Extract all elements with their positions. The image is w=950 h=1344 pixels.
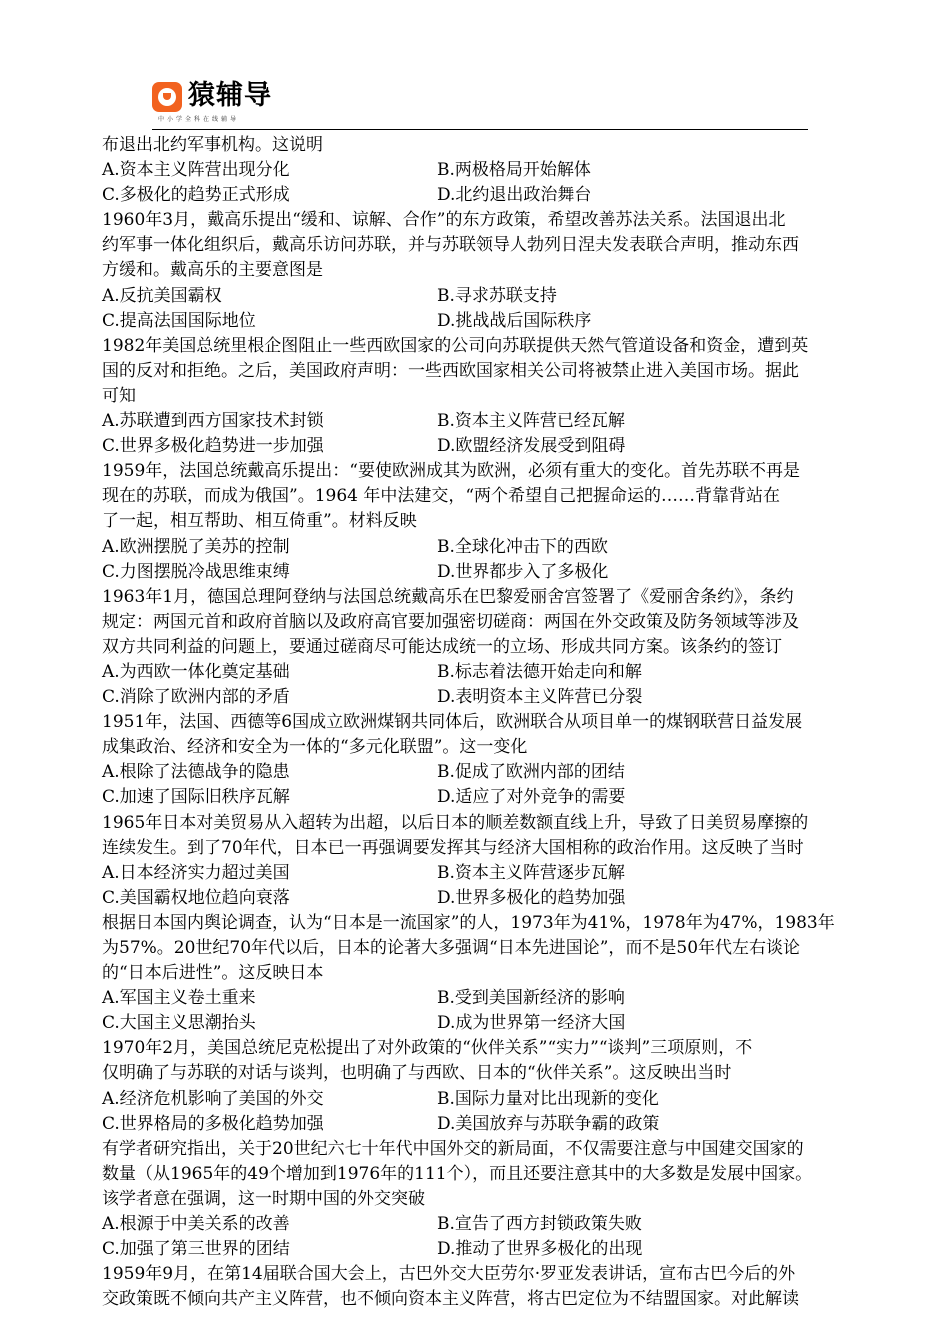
question-text-line: 1963年1月，德国总理阿登纳与法国总统戴高乐在巴黎爱丽舍宫签署了《爱丽舍条约》，条约: [102, 586, 794, 607]
answer-option: C.力图摆脱冷战思维束缚: [102, 561, 290, 582]
question-text-line: 1959年，法国总统戴高乐提出：“要使欧洲成其为欧洲，必须有重大的变化。首先苏联不再是: [102, 461, 800, 482]
answer-option: D.欧盟经济发展受到阻碍: [437, 436, 626, 457]
question-text-line: 1970年2月，美国总统尼克松提出了对外政策的“伙伴关系”“实力”“谈判”三项原则，不: [102, 1038, 753, 1059]
answer-option: D.世界都步入了多极化: [437, 561, 609, 582]
question-text-line: 1982年美国总统里根企图阻止一些西欧国家的公司向苏联提供天然气管道设备和资金，遭到英: [102, 335, 809, 356]
question-text-line: 现在的苏联，而成为俄国”。1964 年中法建交，“两个希望自己把握命运的……背靠背站在: [102, 486, 781, 507]
answer-option: C.消除了欧洲内部的矛盾: [102, 687, 290, 708]
answer-option: C.大国主义思潮抬头: [102, 1013, 256, 1034]
option-row: [102, 886, 892, 911]
option-row: [102, 409, 892, 434]
answer-option: D.北约退出政治舞台: [437, 185, 592, 206]
answer-option: B.全球化冲击下的西欧: [437, 536, 608, 557]
answer-option: A.欧洲摆脱了美苏的控制: [102, 536, 290, 557]
header-divider: [152, 129, 808, 130]
question-text-line: 1951年，法国、西德等6国成立欧洲煤钢共同体后，欧洲联合从项目单一的煤钢联营日益发展: [102, 712, 803, 733]
answer-option: A.军国主义卷土重来: [102, 988, 256, 1009]
question-text-line: 连续发生。到了70年代，日本已一再强调要发挥其与经济大国相称的政治作用。这反映了当时: [102, 837, 804, 858]
option-row: [102, 284, 892, 309]
answer-option: B.宣告了西方封锁政策失败: [437, 1214, 642, 1235]
answer-option: D.表明资本主义阵营已分裂: [437, 687, 643, 708]
option-row: [102, 434, 892, 459]
question-text-line: 为57%。20世纪70年代以后，日本的论著大多强调“日本先进国论”，而不是50年代左右谈论: [102, 938, 801, 958]
answer-option: A.根源于中美关系的改善: [102, 1214, 290, 1235]
question-text-line: 方缓和。戴高乐的主要意图是: [102, 260, 323, 281]
answer-option: D.世界多极化的趋势加强: [437, 887, 626, 908]
option-row: [102, 986, 892, 1011]
answer-option: C.加速了国际旧秩序瓦解: [102, 787, 290, 808]
answer-option: D.适应了对外竞争的需要: [437, 787, 626, 808]
answer-option: D.成为世界第一经济大国: [437, 1013, 626, 1034]
question-text-line: 有学者研究指出，关于20世纪六七十年代中国外交的新局面，不仅需要注意与中国建交国家的: [102, 1138, 804, 1159]
question-text-line: 成集政治、经济和安全为一体的“多元化联盟”。这一变化: [102, 737, 528, 758]
answer-option: A.日本经济实力超过美国: [102, 862, 290, 883]
option-row: [102, 760, 892, 785]
option-row: [102, 660, 892, 685]
question-text-line: 了一起，相互帮助、相互倚重”。材料反映: [102, 511, 417, 532]
question-text-line: 1965年日本对美贸易从入超转为出超，以后日本的顺差数额直线上升，导致了日美贸易摩擦的: [102, 812, 809, 833]
option-row: [102, 685, 892, 710]
question-text-line: 约军事一体化组织后，戴高乐访问苏联，并与苏联领导人勃列日涅夫发表联合声明，推动东西: [102, 235, 799, 256]
answer-option: B.国际力量对比出现新的变化: [437, 1088, 659, 1109]
question-text-line: 规定：两国元首和政府首脑以及政府高官要加强密切磋商：两国在外交政策及防务领域等涉及: [102, 611, 799, 632]
question-text-line: 1959年9月，在第14届联合国大会上，古巴外交大臣劳尔·罗亚发表讲话，宣布古巴今后的外: [102, 1264, 796, 1285]
question-list: [102, 133, 892, 1312]
answer-option: A.反抗美国霸权: [102, 285, 222, 306]
option-row: [102, 1212, 892, 1237]
answer-option: B.资本主义阵营逐步瓦解: [437, 862, 625, 883]
option-row: [102, 535, 892, 560]
answer-option: C.世界格局的多极化趋势加强: [102, 1113, 324, 1134]
header-logo: [152, 78, 812, 130]
question-text-line: 布退出北约军事机构。这说明: [102, 135, 323, 155]
option-row: [102, 183, 892, 208]
question-text-line: 可知: [102, 385, 136, 406]
question-text-line: 双方共同利益的问题上，要通过磋商尽可能达成统一的立场、形成共同方案。该条约的签订: [102, 636, 782, 657]
brand-tagline: 中小学全科在线辅导: [158, 116, 240, 123]
answer-option: C.加强了第三世界的团结: [102, 1239, 290, 1260]
option-row: [102, 785, 892, 810]
question-text-line: 交政策既不倾向共产主义阵营，也不倾向资本主义阵营，将古巴定位为不结盟国家。对此解读: [102, 1289, 799, 1310]
answer-option: D.推动了世界多极化的出现: [437, 1239, 643, 1260]
answer-option: C.提高法国国际地位: [102, 310, 256, 331]
answer-option: B.资本主义阵营已经瓦解: [437, 411, 625, 432]
question-text-line: 1960年3月，戴高乐提出“缓和、谅解、合作”的东方政策，希望改善苏法关系。法国退出北: [102, 210, 786, 231]
option-row: [102, 309, 892, 334]
question-text-line: 该学者意在强调，这一时期中国的外交突破: [102, 1188, 425, 1209]
brand-logo-icon: [152, 82, 182, 112]
question-text-line: 仅明确了与苏联的对话与谈判，也明确了与西欧、日本的“伙伴关系”。这反映出当时: [102, 1063, 732, 1084]
answer-option: A.苏联遭到西方国家技术封锁: [102, 411, 324, 432]
option-row: [102, 1011, 892, 1036]
answer-option: A.资本主义阵营出现分化: [102, 160, 290, 181]
option-row: [102, 1237, 892, 1262]
option-row: [102, 560, 892, 585]
answer-option: C.多极化的趋势正式形成: [102, 185, 290, 206]
question-text-line: 的“日本后进性”。这反映日本: [102, 963, 324, 984]
answer-option: B.促成了欧洲内部的团结: [437, 762, 625, 783]
option-row: [102, 1112, 892, 1137]
answer-option: A.经济危机影响了美国的外交: [102, 1088, 324, 1109]
option-row: [102, 861, 892, 886]
answer-option: A.为西欧一体化奠定基础: [102, 661, 290, 682]
answer-option: C.世界多极化趋势进一步加强: [102, 436, 324, 457]
option-row: [102, 1087, 892, 1112]
question-text-line: 根据日本国内舆论调查，认为“日本是一流国家”的人，1973年为41%，1978年为47%，1983年: [102, 912, 835, 933]
answer-option: B.标志着法德开始走向和解: [437, 661, 642, 682]
answer-option: A.根除了法德战争的隐患: [102, 762, 290, 783]
answer-option: C.美国霸权地位趋向衰落: [102, 887, 290, 908]
question-text-line: 国的反对和拒绝。之后，美国政府声明：一些西欧国家相关公司将被禁止进入美国市场。据此: [102, 360, 799, 381]
answer-option: B.寻求苏联支持: [437, 285, 557, 306]
option-row: [102, 158, 892, 183]
brand-name: 猿辅导: [188, 80, 272, 111]
answer-option: D.美国放弃与苏联争霸的政策: [437, 1113, 660, 1134]
answer-option: D.挑战战后国际秩序: [437, 310, 592, 331]
question-text-line: 数量（从1965年的49个增加到1976年的111个），而且还要注意其中的大多数是发展中国家。: [102, 1163, 813, 1184]
answer-option: B.受到美国新经济的影响: [437, 988, 625, 1009]
answer-option: B.两极格局开始解体: [437, 160, 591, 181]
